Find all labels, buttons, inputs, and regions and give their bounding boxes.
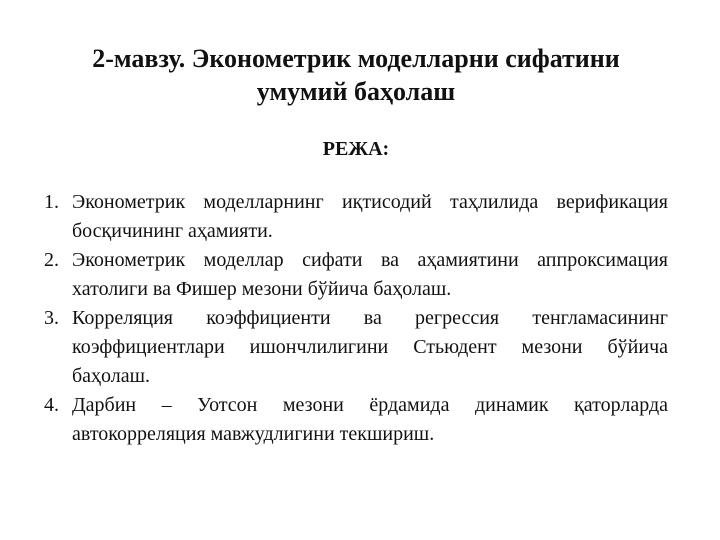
slide-title	[44, 42, 668, 108]
plan-item-number: 3.	[44, 307, 59, 329]
plan-item-number: 1.	[44, 191, 59, 213]
plan-item-text: Эконометрик моделлар сифати ва аҳамиятини аппроксимация хатолиги ва Фишер мезони бўйича баҳолаш.	[72, 249, 668, 300]
plan-item-2	[44, 246, 668, 304]
plan-item-text: Корреляция коэффициенти ва регрессия тенгламасининг коэффициентлари ишончлилигини Стьюдент мезони бўйича баҳолаш.	[72, 307, 668, 387]
plan-item-4	[44, 391, 668, 449]
plan-heading: РЕЖА:	[322, 138, 390, 160]
plan-item-3	[44, 304, 668, 391]
plan-list	[44, 188, 668, 449]
slide-title-line-2: умумий баҳолаш	[256, 77, 456, 106]
plan-item-number: 2.	[44, 249, 59, 271]
plan-item-1	[44, 188, 668, 246]
plan-item-text: Дарбин – Уотсон мезони ёрдамида динамик қаторларда автокорреляция мавжудлигини текшириш.	[72, 394, 668, 445]
plan-item-text: Эконометрик моделларнинг иқтисодий таҳлилида верификация босқичининг аҳамияти.	[72, 191, 668, 242]
slide-title-line-1: 2-мавзу. Эконометрик моделларни сифатини	[92, 44, 620, 73]
plan-item-number: 4.	[44, 394, 59, 416]
